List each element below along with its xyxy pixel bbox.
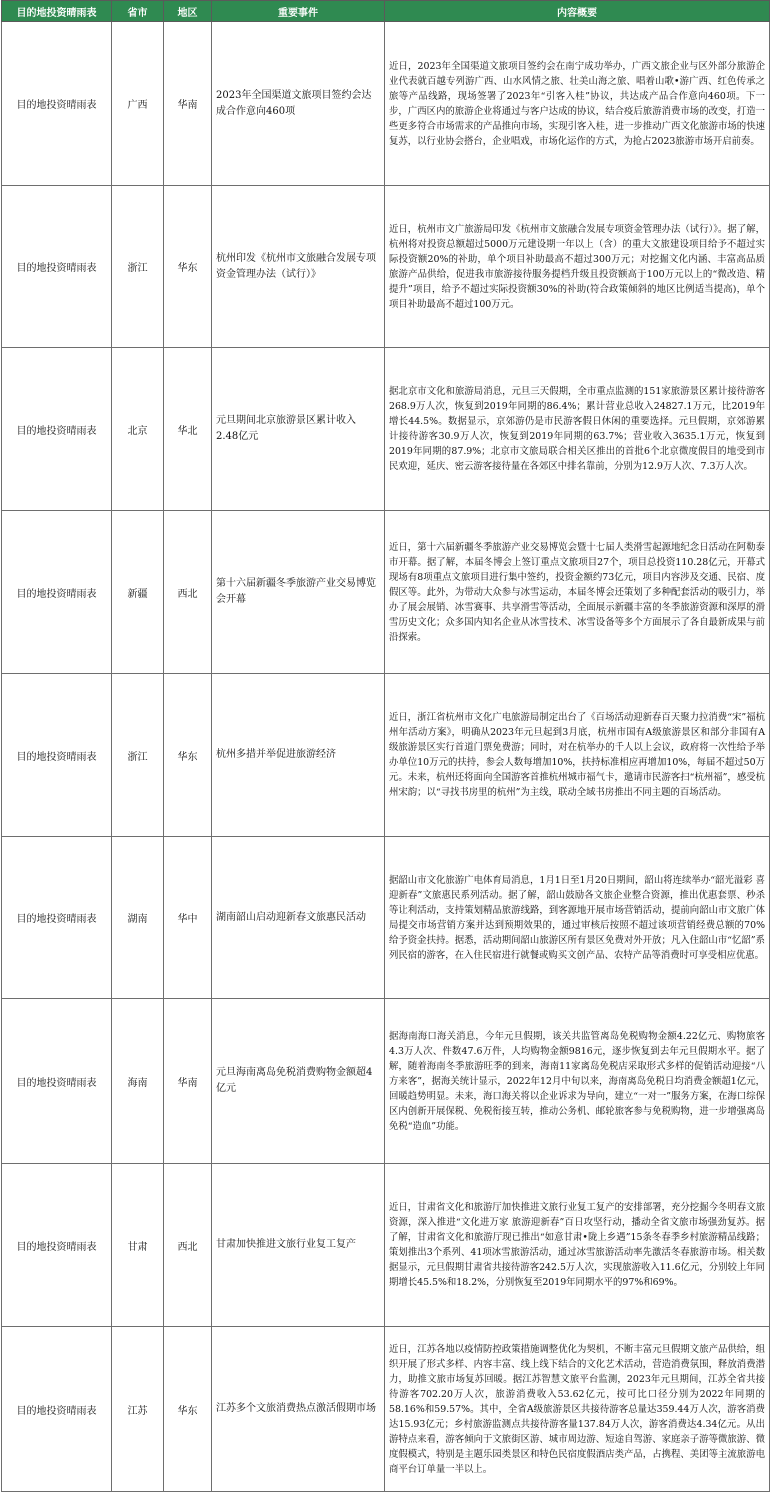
row-label: 目的地投资晴雨表 [2, 837, 112, 999]
row-province: 江苏 [112, 1327, 164, 1492]
row-province: 海南 [112, 999, 164, 1164]
row-summary: 据韶山市文化旅游广电体育局消息，1月1日至1月20日期间，韶山将连续举办“韶光溢彩 喜迎新春”文旅惠民系列活动。据了解，韶山鼓励各文旅企业整合资源，推出优惠套票、秒杀等让利活动，支持策划精品旅游线路，到客源地开展市场营销活动，提前向韶山市文旅广体局提交市场营销方案并达到预期效果的，通过审核后按照不超过该项营销经费总额的70%给予资金扶持。据悉，活动期间韶山旅游区所有景区免费对外开放；凡入住韶山市“忆韶”系列民宿的游客，在入住民宿进行就餐或购买文创产品、农特产品等消费时可享受相应优惠。 [385, 837, 770, 999]
row-label: 目的地投资晴雨表 [2, 186, 112, 348]
row-summary: 近日，甘肃省文化和旅游厅加快推进文旅行业复工复产的安排部署，充分挖掘今冬明春文旅资源，深入推进“文化进万家 旅游迎新春”百日攻坚行动，播动全省文旅市场强劲复苏。据了解，甘肃省文化和旅游厅现已推出“如意甘肃•陇上乡遇”15条冬春季乡村旅游精品线路；策划推出3个系列、41项冰雪旅游活动，通过冰雪旅游活动率先激活冬春旅游市场。相关数据显示，元旦假期甘肃省共接待游客242.5万人次，实现旅游收入11.6亿元，分别较上年同期增长45.5%和18.2%，分别恢复至2019年同期水平的97%和69%。 [385, 1164, 770, 1327]
row-region: 华南 [164, 999, 212, 1164]
row-province: 甘肃 [112, 1164, 164, 1327]
header-barometer: 目的地投资晴雨表 [2, 1, 112, 22]
row-summary: 近日，杭州市文广旅游局印发《杭州市文旅融合发展专项资金管理办法（试行）》。据了解，杭州将对投资总额超过5000万元建设期一年以上（含）的重大文旅建设项目给予不超过实际投资额20%的补助，单个项目补助最高不超过300万元；对挖掘文化内涵、丰富高品质旅游产品供给，促进我市旅游接待服务提档升级且投资额高于100万元以上的“微改造、精提升”项目，给予不超过实际投资额30%的补助(符合政策倾斜的地区比例适当提高)，单个项目补助最高不超过100万元。 [385, 186, 770, 348]
table-row [2, 511, 770, 674]
row-label: 目的地投资晴雨表 [2, 999, 112, 1164]
row-province: 湖南 [112, 837, 164, 999]
row-label: 目的地投资晴雨表 [2, 348, 112, 511]
row-label: 目的地投资晴雨表 [2, 511, 112, 674]
header-summary: 内容概要 [385, 1, 770, 22]
row-summary: 据海南海口海关消息，今年元旦假期，该关共监管离岛免税购物金额4.22亿元、购物旅客4.3万人次、件数47.6万件，人均购物金额9816元，逐步恢复到去年元旦假期水平。据了解，随着海南冬季旅游旺季的到来，海南11家离岛免税店采取形式多样的促销活动迎接“八方来客”，据海关统计显示，2022年12月中旬以来，海南离岛免税日均消费金额超1亿元，回暖趋势明显。未来，海口海关将以企业诉求为导向，建立“一对一”服务方案，在海口综保区内创新开展保税、免税衔接互转，推动公务机、邮轮旅客参与免税购物，进一步增强离岛免税“造血”功能。 [385, 999, 770, 1164]
row-event: 2023年全国渠道文旅项目签约会达成合作意向460项 [212, 22, 385, 186]
header-province: 省市 [112, 1, 164, 22]
table-body [2, 22, 770, 1492]
row-region: 华东 [164, 186, 212, 348]
row-label: 目的地投资晴雨表 [2, 1327, 112, 1492]
row-province: 浙江 [112, 674, 164, 837]
table-row [2, 348, 770, 511]
row-label: 目的地投资晴雨表 [2, 22, 112, 186]
row-province: 浙江 [112, 186, 164, 348]
row-province: 广西 [112, 22, 164, 186]
row-event: 甘肃加快推进文旅行业复工复产 [212, 1164, 385, 1327]
row-region: 西北 [164, 511, 212, 674]
row-event: 杭州多措并举促进旅游经济 [212, 674, 385, 837]
row-event: 第十六届新疆冬季旅游产业交易博览会开幕 [212, 511, 385, 674]
row-region: 华中 [164, 837, 212, 999]
header-event: 重要事件 [212, 1, 385, 22]
header-row [2, 1, 770, 22]
row-region: 西北 [164, 1164, 212, 1327]
table-row [2, 674, 770, 837]
row-region: 华东 [164, 674, 212, 837]
row-province: 北京 [112, 348, 164, 511]
row-summary: 据北京市文化和旅游局消息，元旦三天假期，全市重点监测的151家旅游景区累计接待游客268.9万人次，恢复到2019年同期的86.4%；累计营业总收入24827.1万元，比2019年增长44.5%。数据显示，京郊游仍是市民游客假日休闲的重要选择。元旦假期，京郊游累计接待游客30.9万人次，恢复到2019年同期的63.7%；营业收入3635.1万元，恢复到2019年同期的87.9%；北京市文旅局联合相关区推出的首批6个北京微度假目的地受到市民欢迎，延庆、密云游客接待量在各郊区中排名靠前，分别为12.9万人次、7.3万人次。 [385, 348, 770, 511]
row-region: 华南 [164, 22, 212, 186]
table-row [2, 837, 770, 999]
row-summary: 近日，江苏各地以疫情防控政策措施调整优化为契机，不断丰富元旦假期文旅产品供给，组织开展了形式多样、内容丰富、线上线下结合的文化艺术活动，营造消费氛围，释放消费潜力，助推文旅市场复苏回暖。据江苏智慧文旅平台监测，2023年元旦期间，江苏全省共接待游客702.20万人次，旅游消费收入53.62亿元，按可比口径分别为2022年同期的58.16%和59.57%。其中，全省A级旅游景区共接待游客总量达359.44万人次，游客消费达15.93亿元；乡村旅游监测点共接待游客量137.84万人次，游客消费达4.34亿元。从出游特点来看，游客倾向于文旅街区游、城市周边游、短途自驾游、家庭亲子游等微旅游、微度假模式，特别是主题乐园类景区和特色民宿度假酒店类产品，占携程、美团等主流旅游电商平台订单量一半以上。 [385, 1327, 770, 1492]
row-event: 湖南韶山启动迎新春文旅惠民活动 [212, 837, 385, 999]
table-row [2, 1164, 770, 1327]
investment-barometer-table [1, 0, 770, 1492]
row-event: 元旦期间北京旅游景区累计收入2.48亿元 [212, 348, 385, 511]
row-region: 华东 [164, 1327, 212, 1492]
row-region: 华北 [164, 348, 212, 511]
table-row [2, 186, 770, 348]
table-row [2, 1327, 770, 1492]
table-row [2, 999, 770, 1164]
row-event: 江苏多个文旅消费热点激活假期市场 [212, 1327, 385, 1492]
row-summary: 近日，浙江省杭州市文化广电旅游局制定出台了《百场活动迎新春百天聚力拉消费“宋”福杭州年活动方案》，明确从2023年元旦起到3月底，杭州市国有A级旅游景区和部分非国有A级旅游景区实行首道门票免费游；同时，对在杭举办的千人以上会议，政府将一次性给予举办单位10万元的扶持，参会人数每增加10%，扶持标准相应再增加10%，每届不超过50万元。未来，杭州还将面向全国游客首推杭州城市福气卡，邀请市民游客扫“杭州福”，感受杭州宋韵；以“寻找书房里的杭州”为主线，联动全域书房推出不同主题的百场活动。 [385, 674, 770, 837]
row-event: 元旦海南离岛免税消费购物金额超4亿元 [212, 999, 385, 1164]
row-summary: 近日，2023年全国渠道文旅项目签约会在南宁成功举办，广西文旅企业与区外部分旅游企业代表就百越专列游广西、山水风情之旅、壮美山海之旅、唱着山歌•游广西、红色传承之旅等产品线路，现场签署了2023年“引客入桂”协议，共达成产品合作意向460项。下一步，广西区内的旅游企业将通过与客户达成的协议，结合疫后旅游消费市场的改变，打造一些更多符合市场需求的产品推向市场，实现引客入桂，进一步推动广西文化旅游市场的快速复苏，以行业协会搭台，企业唱戏，市场化运作的方式，为抢占2023旅游市场开启前奏。 [385, 22, 770, 186]
table-header [2, 1, 770, 22]
row-province: 新疆 [112, 511, 164, 674]
row-label: 目的地投资晴雨表 [2, 1164, 112, 1327]
row-summary: 近日，第十六届新疆冬季旅游产业交易博览会暨十七届人类滑雪起源地纪念日活动在阿勒泰市开幕。据了解，本届冬博会上签订重点文旅项目27个，项目总投资110.28亿元，开幕式现场有8项重点文旅项目进行集中签约，投资金额约73亿元，项目内容涉及交通、民宿、度假区等。此外，为带动大众参与冰雪运动，本届冬博会还策划了多种配套活动的吸引力，举办了展会展销、冰雪赛事、共享滑雪等活动，全面展示新疆丰富的冬季旅游资源和深厚的滑雪历史文化；众多国内知名企业从冰雪技术、冰雪设备等多个方面展示了各自最新成果与前沿探索。 [385, 511, 770, 674]
row-event: 杭州印发《杭州市文旅融合发展专项资金管理办法（试行）》 [212, 186, 385, 348]
row-label: 目的地投资晴雨表 [2, 674, 112, 837]
table-row [2, 22, 770, 186]
header-region: 地区 [164, 1, 212, 22]
